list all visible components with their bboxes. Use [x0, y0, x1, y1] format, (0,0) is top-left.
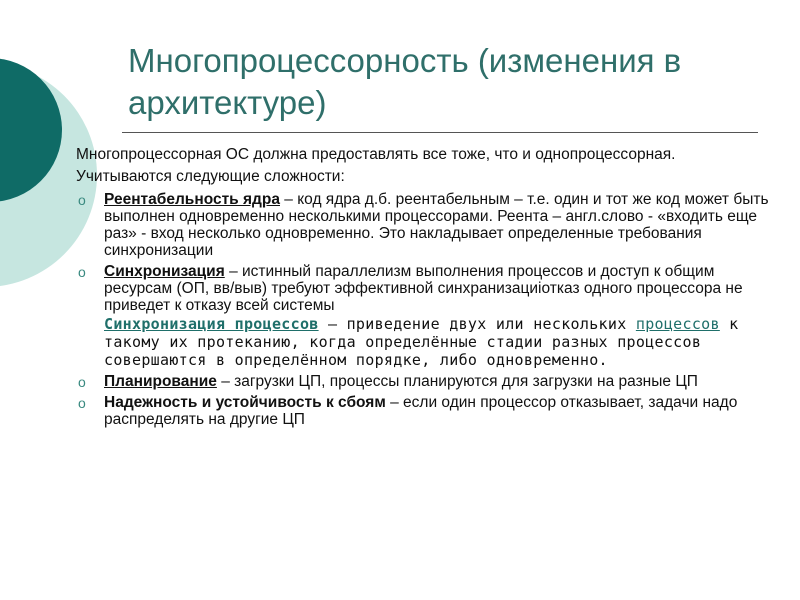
desc-scheduling: – загрузки ЦП, процессы планируются для загрузки на разные ЦП	[216, 373, 698, 390]
sync-definition	[104, 315, 776, 369]
list-item-reentrancy	[76, 191, 776, 259]
list-item-sync	[76, 263, 776, 369]
complexities-heading: Учитываются следующие сложности:	[76, 168, 345, 185]
title-divider	[122, 132, 758, 133]
bullet-icon: o	[78, 374, 86, 390]
link-sync-processes[interactable]: Синхронизация процессов	[104, 315, 319, 333]
sync-definition-part1: — приведение двух или нескольких	[318, 315, 636, 333]
bullet-icon: o	[78, 395, 86, 411]
term-reentrancy: Реентабельность ядра	[104, 191, 280, 208]
desc-reentrancy: – код ядра д.б. реентабельным – т.е. один и тот же код может быть выполнен одновременно несколькими процессорами. Реента – англ.слово - «входить еще раз» - вход несколько одновременно. Это накладывает определенные требования синхронизации	[104, 191, 769, 259]
term-reliability: Надежность и устойчивость к сбоям	[104, 394, 386, 411]
link-processes[interactable]: процессов	[635, 315, 720, 333]
intro-text: Многопроцессорная ОС должна предоставлять все тоже, что и однопроцессорная.	[76, 146, 676, 163]
desc-reliability: – если один процессор отказывает, задачи надо распределять на другие ЦП	[104, 394, 738, 428]
slide-body	[76, 146, 776, 432]
term-sync: Синхронизация	[104, 263, 225, 280]
desc-sync: – истинный параллелизм выполнения процессов и доступ к общим ресурсам (ОП, вв/выв) требуют эффективной синхранизациiотказ одного процессора не приведет к отказу всей системы	[104, 263, 743, 314]
bullet-icon: o	[78, 192, 86, 208]
list-item-scheduling	[76, 373, 776, 390]
slide-title: Многопроцессорность (изменения в архитектуре)	[128, 42, 682, 121]
term-scheduling: Планирование	[104, 373, 217, 390]
list-item-reliability	[76, 394, 776, 428]
bullet-icon: o	[78, 264, 86, 280]
complexities-list	[76, 191, 776, 428]
sync-definition-part2: к такому их протеканию, когда определённые стадии разных процессов совершаются в определённом порядке, либо одновременно.	[104, 315, 739, 369]
